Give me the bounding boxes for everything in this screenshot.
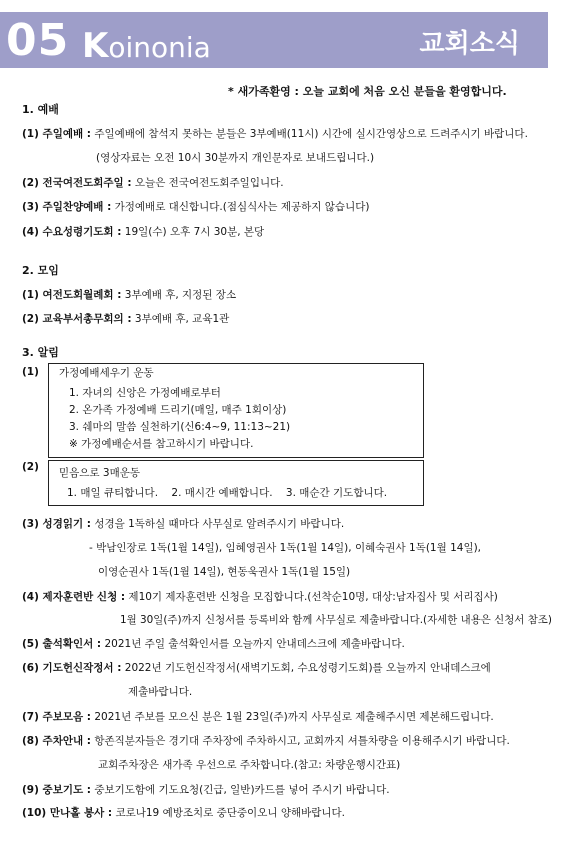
s3-item-1-number: (1) <box>22 366 39 378</box>
s3-item-7-label: (7) 주보모음 : <box>22 711 91 723</box>
s1-item-2-text: 오늘은 전국여전도회주일입니다. <box>134 177 284 189</box>
s1-item-3-text: 가정예배로 대신합니다.(점심식사는 제공하지 않습니다) <box>114 201 370 213</box>
s3-item-3 <box>22 517 344 531</box>
s3-item-6-note: 제출바랍니다. <box>128 686 193 698</box>
s1-item-1-label: (1) 주일예배 : <box>22 128 91 140</box>
s2-item-2-text: 3부예배 후, 교육1관 <box>134 313 230 325</box>
s1-item-1-note: (영상자료는 오전 10시 30분까지 개인문자로 보내드립니다.) <box>96 152 375 164</box>
page-title: 교회소식 <box>419 29 520 59</box>
s3-item-4 <box>22 590 498 604</box>
s3-item-6 <box>22 661 491 675</box>
s1-item-1-text: 주일예배에 참석지 못하는 분들은 3부예배(11시) 시간에 실시간영상으로 드려주시기 바랍니다. <box>94 128 528 140</box>
s3-item-5-label: (5) 출석확인서 : <box>22 638 102 650</box>
s1-item-3-label: (3) 주일찬양예배 : <box>22 201 112 213</box>
s3-item-3-text: 성경을 1독하실 때마다 사무실로 알려주시기 바랍니다. <box>94 518 345 530</box>
box1-line-1: 1. 자녀의 신앙은 가정예배로부터 <box>69 387 221 399</box>
home-worship-box <box>48 363 424 458</box>
s1-item-4-text: 19일(수) 오후 7시 30분, 본당 <box>124 226 265 238</box>
s2-item-1-text: 3부예배 후, 지정된 장소 <box>124 289 237 301</box>
brand-initial: K <box>82 26 109 66</box>
s3-item-6-text: 2022년 기도헌신작정서(새벽기도회, 수요성령기도회)를 오늘까지 안내데스크에 <box>124 662 491 674</box>
s3-item-2-number: (2) <box>22 461 39 473</box>
s3-item-5 <box>22 637 405 651</box>
s3-item-10-label: (10) 만나홀 봉사 : <box>22 807 113 819</box>
s3-item-3-readers-2: 이영순권사 1독(1월 14일), 현동욱권사 1독(1월 15일) <box>98 566 351 578</box>
s1-item-3 <box>22 200 369 214</box>
s3-item-7 <box>22 710 494 724</box>
s2-item-1-label: (1) 여전도회월례회 : <box>22 289 122 301</box>
issue-number: 05 <box>6 15 70 66</box>
s1-item-4 <box>22 225 264 239</box>
box1-line-4: ※ 가정예배순서를 참고하시기 바랍니다. <box>69 438 254 450</box>
s3-item-4-note: 1월 30일(주)까지 신청서를 등록비와 함께 사무실로 제출바랍니다.(자세한 내용은 신청서 참조) <box>120 614 552 626</box>
box2-title: 믿음으로 3매운동 <box>59 467 141 479</box>
faith-campaign-box <box>48 460 424 506</box>
s3-item-7-text: 2021년 주보를 모으신 분은 1월 23일(주)까지 사무실로 제출해주시면 제본해드립니다. <box>94 711 494 723</box>
section-3-title: 3. 알림 <box>22 346 59 359</box>
s3-item-8-label: (8) 주차안내 : <box>22 735 91 747</box>
s3-item-8-text: 항존직분자들은 경기대 주차장에 주차하시고, 교회까지 셔틀차량을 이용해주시기 바랍니다. <box>94 735 510 747</box>
box1-line-2: 2. 온가족 가정예배 드리기(매일, 매주 1회이상) <box>69 404 287 416</box>
s2-item-2 <box>22 312 229 326</box>
s3-item-10 <box>22 806 345 820</box>
section-2-title: 2. 모임 <box>22 264 59 277</box>
brand-name <box>82 26 211 68</box>
welcome-note: * 새가족환영 : 오늘 교회에 처음 오신 분들을 환영합니다. <box>228 85 507 98</box>
box1-title: 가정예배세우기 운동 <box>59 367 154 379</box>
s3-item-6-label: (6) 기도헌신작정서 : <box>22 662 122 674</box>
s3-item-9-text: 중보기도함에 기도요청(긴급, 일반)카드를 넣어 주시기 바랍니다. <box>94 784 390 796</box>
s3-item-9-label: (9) 중보기도 : <box>22 784 91 796</box>
s3-item-8-note: 교회주차장은 새가족 우선으로 주차합니다.(참고: 차량운행시간표) <box>98 759 401 771</box>
header-banner <box>0 12 548 68</box>
s1-item-1 <box>22 127 528 141</box>
s2-item-2-label: (2) 교육부서총무회의 : <box>22 313 132 325</box>
s2-item-1 <box>22 288 236 302</box>
box1-line-3: 3. 쉐마의 말씀 실천하기(신6:4~9, 11:13~21) <box>69 421 291 433</box>
s3-item-9 <box>22 783 390 797</box>
section-1-title: 1. 예배 <box>22 103 59 116</box>
s1-item-4-label: (4) 수요성령기도회 : <box>22 226 122 238</box>
brand-rest: oinonia <box>108 31 211 64</box>
box2-line-1: 1. 매일 큐티합니다. 2. 매시간 예배합니다. 3. 매순간 기도합니다. <box>67 487 388 499</box>
s1-item-2-label: (2) 전국여전도회주일 : <box>22 177 132 189</box>
s3-item-4-label: (4) 제자훈련반 신청 : <box>22 591 126 603</box>
s3-item-5-text: 2021년 주일 출석확인서를 오늘까지 안내데스크에 제출바랍니다. <box>104 638 405 650</box>
s3-item-3-readers-1: - 박남인장로 1독(1월 14일), 임혜영권사 1독(1월 14일), 이혜숙권사 1독(1월 14일), <box>89 542 482 554</box>
s1-item-2 <box>22 176 284 190</box>
s3-item-3-label: (3) 성경읽기 : <box>22 518 91 530</box>
s3-item-4-text: 제10기 제자훈련반 신청을 모집합니다.(선착순10명, 대상:남자집사 및 서리집사) <box>128 591 498 603</box>
s3-item-8 <box>22 734 510 748</box>
s3-item-10-text: 코로나19 예방조치로 중단중이오니 양해바랍니다. <box>115 807 346 819</box>
